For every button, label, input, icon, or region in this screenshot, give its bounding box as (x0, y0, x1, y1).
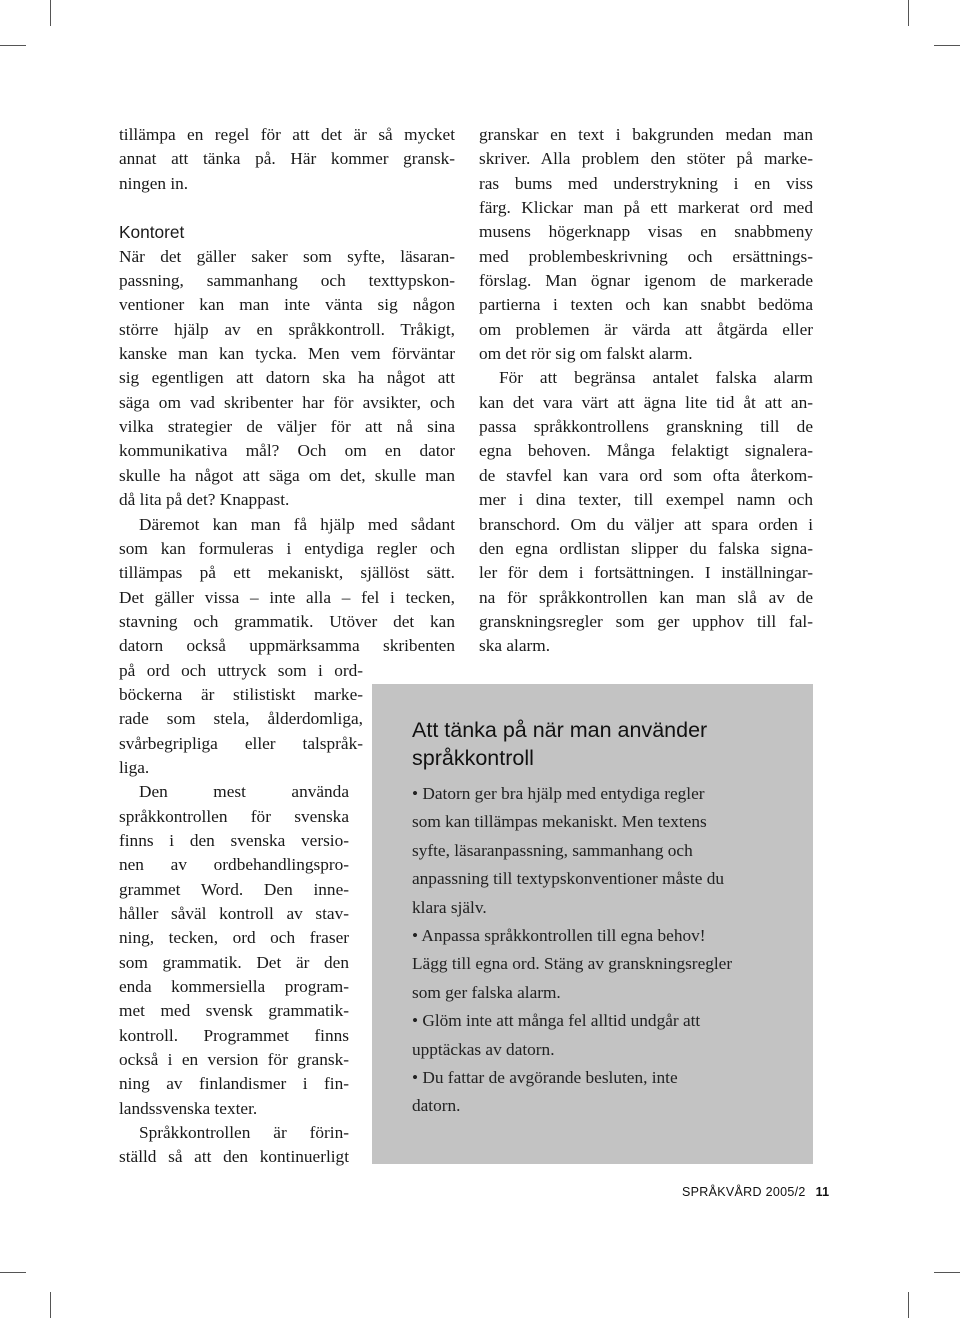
tips-list-item (412, 1064, 802, 1121)
page-footer (682, 1185, 829, 1205)
text-line: säga om vad skribenter har för avsikter, och (119, 392, 455, 412)
text-line: landssvenska texter. (119, 1098, 258, 1118)
text-line: ler för dem i fortsättningen. I inställningar- (479, 563, 813, 583)
text-line: språkkontrollen för svenska (119, 806, 349, 826)
text-line: granskningsregler som ger upphov till fal- (479, 611, 813, 631)
text-line: rade som stela, ålderdomliga, (119, 709, 363, 729)
crop-mark (0, 45, 26, 46)
title-line: Att tänka på när man använder (412, 718, 708, 742)
tips-list-item (412, 922, 802, 1007)
text-line: ventioner kan man inte vänta sig någon (119, 295, 455, 315)
text-line: datorn. (412, 1096, 461, 1116)
crop-mark (908, 1292, 909, 1318)
text-line: ning, tecken, ord och fraser (119, 928, 349, 948)
paragraph-intro (119, 123, 455, 196)
text-line: Lägg till egna ord. Stäng av granskningsregler (412, 954, 733, 974)
text-line: de stavfel kan vara ord som ofta återkom- (479, 465, 813, 485)
text-line: skulle ha något att säga om det, skulle man (119, 465, 455, 485)
text-line: Däremot kan man få hjälp med sådant (139, 514, 455, 534)
text-line: svårbegripliga eller talspråk- (119, 733, 363, 753)
text-line: då lita på det? Knappast. (119, 490, 290, 510)
text-line: tillämpas på ett mekaniskt, själlöst sätt. (119, 563, 455, 583)
publication-name: SPRÅKVÅRD 2005/2 (682, 1185, 806, 1199)
right-column (479, 123, 813, 659)
crop-mark (50, 0, 51, 26)
text-line: vilka strategier de väljer för att nå sina (119, 417, 455, 437)
text-line: mer i dina texter, till exempel namn och (479, 490, 813, 510)
text-line: som kan formuleras i entydiga regler och (119, 538, 455, 558)
text-line: sig egentligen att datorn ska ha något att (119, 368, 455, 388)
text-line: Det gäller vissa – inte alla – fel i tecken, (119, 587, 455, 607)
crop-mark (934, 1272, 960, 1273)
text-line: annat att tänka på. Här kommer gransk- (119, 149, 455, 169)
crop-mark (0, 1272, 26, 1273)
paragraph-sprakkontrollen (119, 1121, 349, 1170)
text-line: kontroll. Programmet finns (119, 1025, 349, 1045)
page-number: 11 (815, 1185, 830, 1199)
text-line: böckerna är stilistiskt marke- (119, 684, 363, 704)
text-line: upptäckas av datorn. (412, 1039, 555, 1059)
crop-mark (50, 1292, 51, 1318)
text-line: • Du fattar de avgörande besluten, inte (412, 1068, 678, 1088)
text-line: ras bums med understrykning i en viss (479, 173, 813, 193)
text-line: tillämpa en regel för att det är så mycket (119, 125, 455, 144)
text-line: anpassning till textypskonventioner måste du (412, 869, 724, 889)
text-line: musens högerknapp visas en snabbmeny (479, 222, 813, 242)
text-line: • Datorn ger bra hjälp med entydiga regler (412, 784, 705, 803)
text-line: också i en version för gransk- (119, 1050, 349, 1070)
text-line: syfte, läsaranpassning, sammanhang och (412, 840, 693, 860)
text-line: granskar en text i bakgrunden medan man (479, 125, 813, 144)
text-line: på ord och uttryck som i ord- (119, 660, 363, 680)
paragraph-granskar (479, 123, 813, 366)
section-heading-kontoret: Kontoret (119, 222, 185, 243)
text-line: färg. Klickar man på ett markerat ord med (479, 198, 813, 218)
text-line: ska alarm. (479, 636, 551, 656)
text-line: ning av finlandismer i fin- (119, 1074, 349, 1094)
text-line: För att begränsa antalet falska alarm (499, 368, 813, 388)
paragraph-word (119, 780, 349, 1121)
title-line: språkkontroll (412, 746, 534, 770)
text-line: passa språkkontrollens granskning till de (479, 417, 813, 437)
text-line: • Glöm inte att många fel alltid undgår att (412, 1011, 701, 1031)
tips-box (372, 684, 813, 1164)
text-line: förslag. Man ögnar igenom de markerade (479, 271, 813, 291)
text-line: datorn också uppmärksamma skribenten (119, 636, 455, 656)
text-line: med problembeskrivning och ersättnings- (479, 246, 813, 266)
text-line: kommunikativa mål? Och om en dator (119, 441, 455, 461)
text-line: som ger falska alarm. (412, 982, 561, 1002)
text-line: grammet Word. Den inne- (119, 879, 349, 899)
text-line: större hjälp av en språkkontroll. Tråkigt, (119, 319, 455, 339)
paragraph-falska-alarm (479, 366, 813, 658)
text-line: När det gäller saker som syfte, läsaran- (119, 246, 455, 266)
text-line: enda kommersiella program- (119, 977, 349, 997)
text-line: klara själv. (412, 897, 487, 917)
text-line: den egna ordlistan slipper du falska signa- (479, 538, 813, 558)
text-line: skriver. Alla problem den stöter på marke- (479, 149, 813, 169)
tips-box-title (412, 716, 792, 772)
tips-list (412, 780, 802, 1121)
paragraph-kontoret (119, 245, 455, 513)
text-line: • Anpassa språkkontrollen till egna behov! (412, 926, 706, 946)
text-line: finns i den svenska versio- (119, 830, 349, 850)
crop-mark (934, 45, 960, 46)
text-line: liga. (119, 757, 150, 777)
text-line: partierna i texten och kan snabbt bedöma (479, 295, 813, 315)
text-line: branschord. Om du väljer att spara orden i (479, 514, 813, 534)
text-line: om det rör sig om falskt alarm. (479, 344, 693, 364)
text-line: kan det vara värt att ägna lite tid åt att an- (479, 392, 813, 412)
text-line: om problemen är värda att åtgärda eller (479, 319, 813, 339)
tips-list-item (412, 780, 802, 922)
text-line: som grammatik. Det är den (119, 952, 349, 972)
text-line: ningen in. (119, 173, 189, 193)
text-line: Språkkontrollen är förin- (139, 1123, 349, 1143)
tips-list-item (412, 1007, 802, 1064)
text-line: Den mest använda (139, 782, 349, 802)
text-line: håller såväl kontroll av stav- (119, 904, 349, 923)
text-line: passning, sammanhang och texttypskon- (119, 271, 455, 291)
text-line: stavning och grammatik. Utöver det kan (119, 611, 455, 631)
text-line: egna behoven. Många felaktigt signalera- (479, 441, 813, 461)
text-line: na för språkkontrollen kan man slå av de (479, 587, 813, 607)
text-line: ställd så att den kontinuerligt (119, 1147, 349, 1167)
text-line: met med svensk grammatik- (119, 1001, 349, 1021)
crop-mark (908, 0, 909, 26)
text-line: kanske man kan tycka. Men vem förväntar (119, 344, 455, 364)
text-line: som kan tillämpas mekaniskt. Men textens (412, 812, 707, 832)
text-line: nen av ordbehandlingspro- (119, 855, 349, 875)
